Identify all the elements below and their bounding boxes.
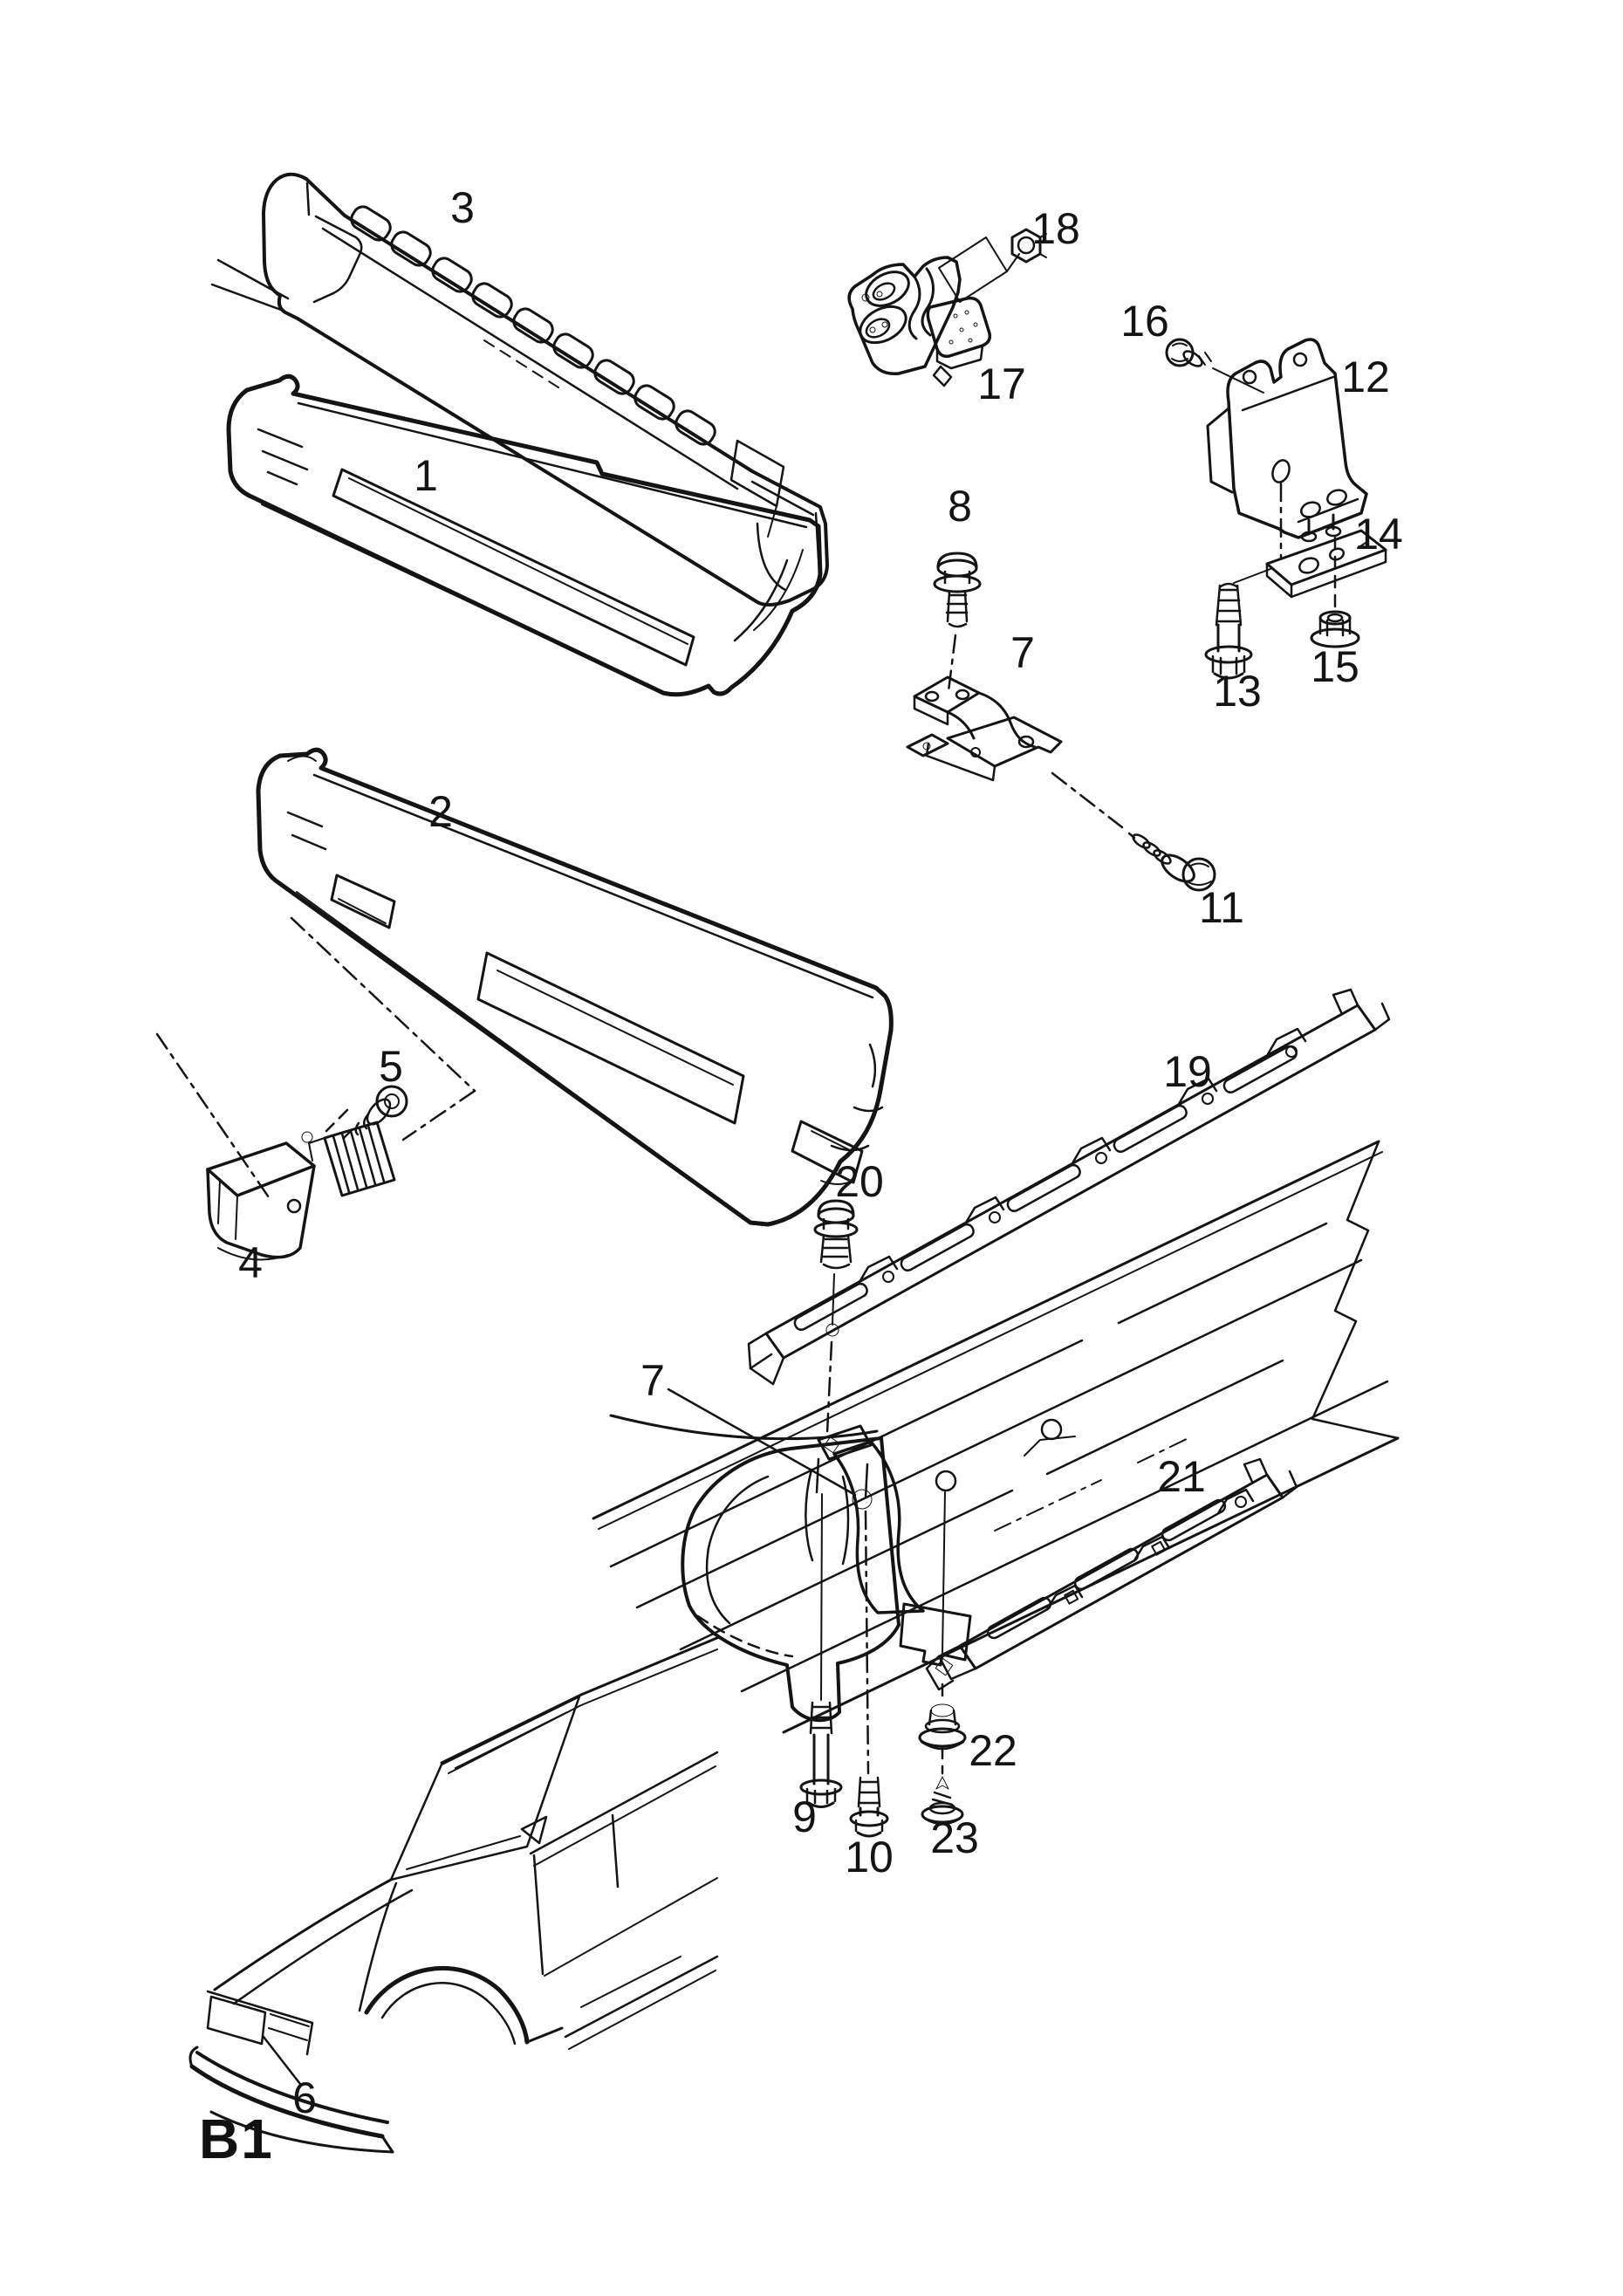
part-callout-11-8: 11 [1199,883,1244,932]
part-callout-2-2: 2 [428,787,453,836]
bolt-part8 [935,553,980,691]
grommet-part22 [920,1704,965,1749]
part-callout-5-3: 5 [379,1042,403,1091]
part-callout-7-6: 7 [1010,628,1035,677]
part-callout-1-1: 1 [414,451,438,500]
part-callout-12-9: 12 [1341,353,1390,401]
part-callout-20-17: 20 [835,1157,884,1206]
bracket-part4-and-screw-part5 [157,918,475,1259]
bracket-part7-upper [907,677,1061,780]
absorber-scallops [348,203,719,448]
part-callout-21-19: 21 [1157,1452,1206,1501]
part-callout-15-12: 15 [1311,642,1359,691]
part-callout-23-23: 23 [930,1813,979,1862]
bracket-part7-upper-cluster [907,553,1215,890]
part-callout-3-0: 3 [450,183,475,232]
part-callout-10-22: 10 [845,1833,894,1881]
bracket-part7-lower [668,1389,970,1665]
part-callout-16-13: 16 [1120,297,1169,346]
part-callout-19-16: 19 [1163,1047,1212,1096]
figure-code-label: B1 [199,2108,274,2170]
bolt-part13 [1206,584,1251,678]
part-callout-13-10: 13 [1213,667,1262,716]
vehicle-sketch-part6 [190,1637,719,2152]
bumper-cover-part2 [258,750,891,1224]
bumper-cover-part1 [229,376,820,695]
mounting-rail-part21 [927,1459,1297,1689]
part-callout-18-15: 18 [1031,204,1080,253]
part-callout-7-18: 7 [640,1356,665,1405]
part-callout-8-7: 8 [948,482,972,531]
part-callout-17-14: 17 [977,360,1026,408]
nut-part15 [1311,612,1359,647]
part-callout-22-20: 22 [969,1726,1017,1775]
part-callout-14-11: 14 [1354,510,1403,559]
part-callout-4-4: 4 [238,1238,263,1287]
part-callout-9-21: 9 [792,1792,817,1841]
impact-strip-part3 [212,175,827,605]
bolt-part20 [815,1201,857,1433]
rear-floor-panel [593,1141,1398,1732]
bolt-part11 [1052,773,1215,890]
bolt-part10 [851,1778,887,1836]
part-callout-6-5: 6 [292,2073,317,2122]
bracket-part17 [849,257,990,386]
